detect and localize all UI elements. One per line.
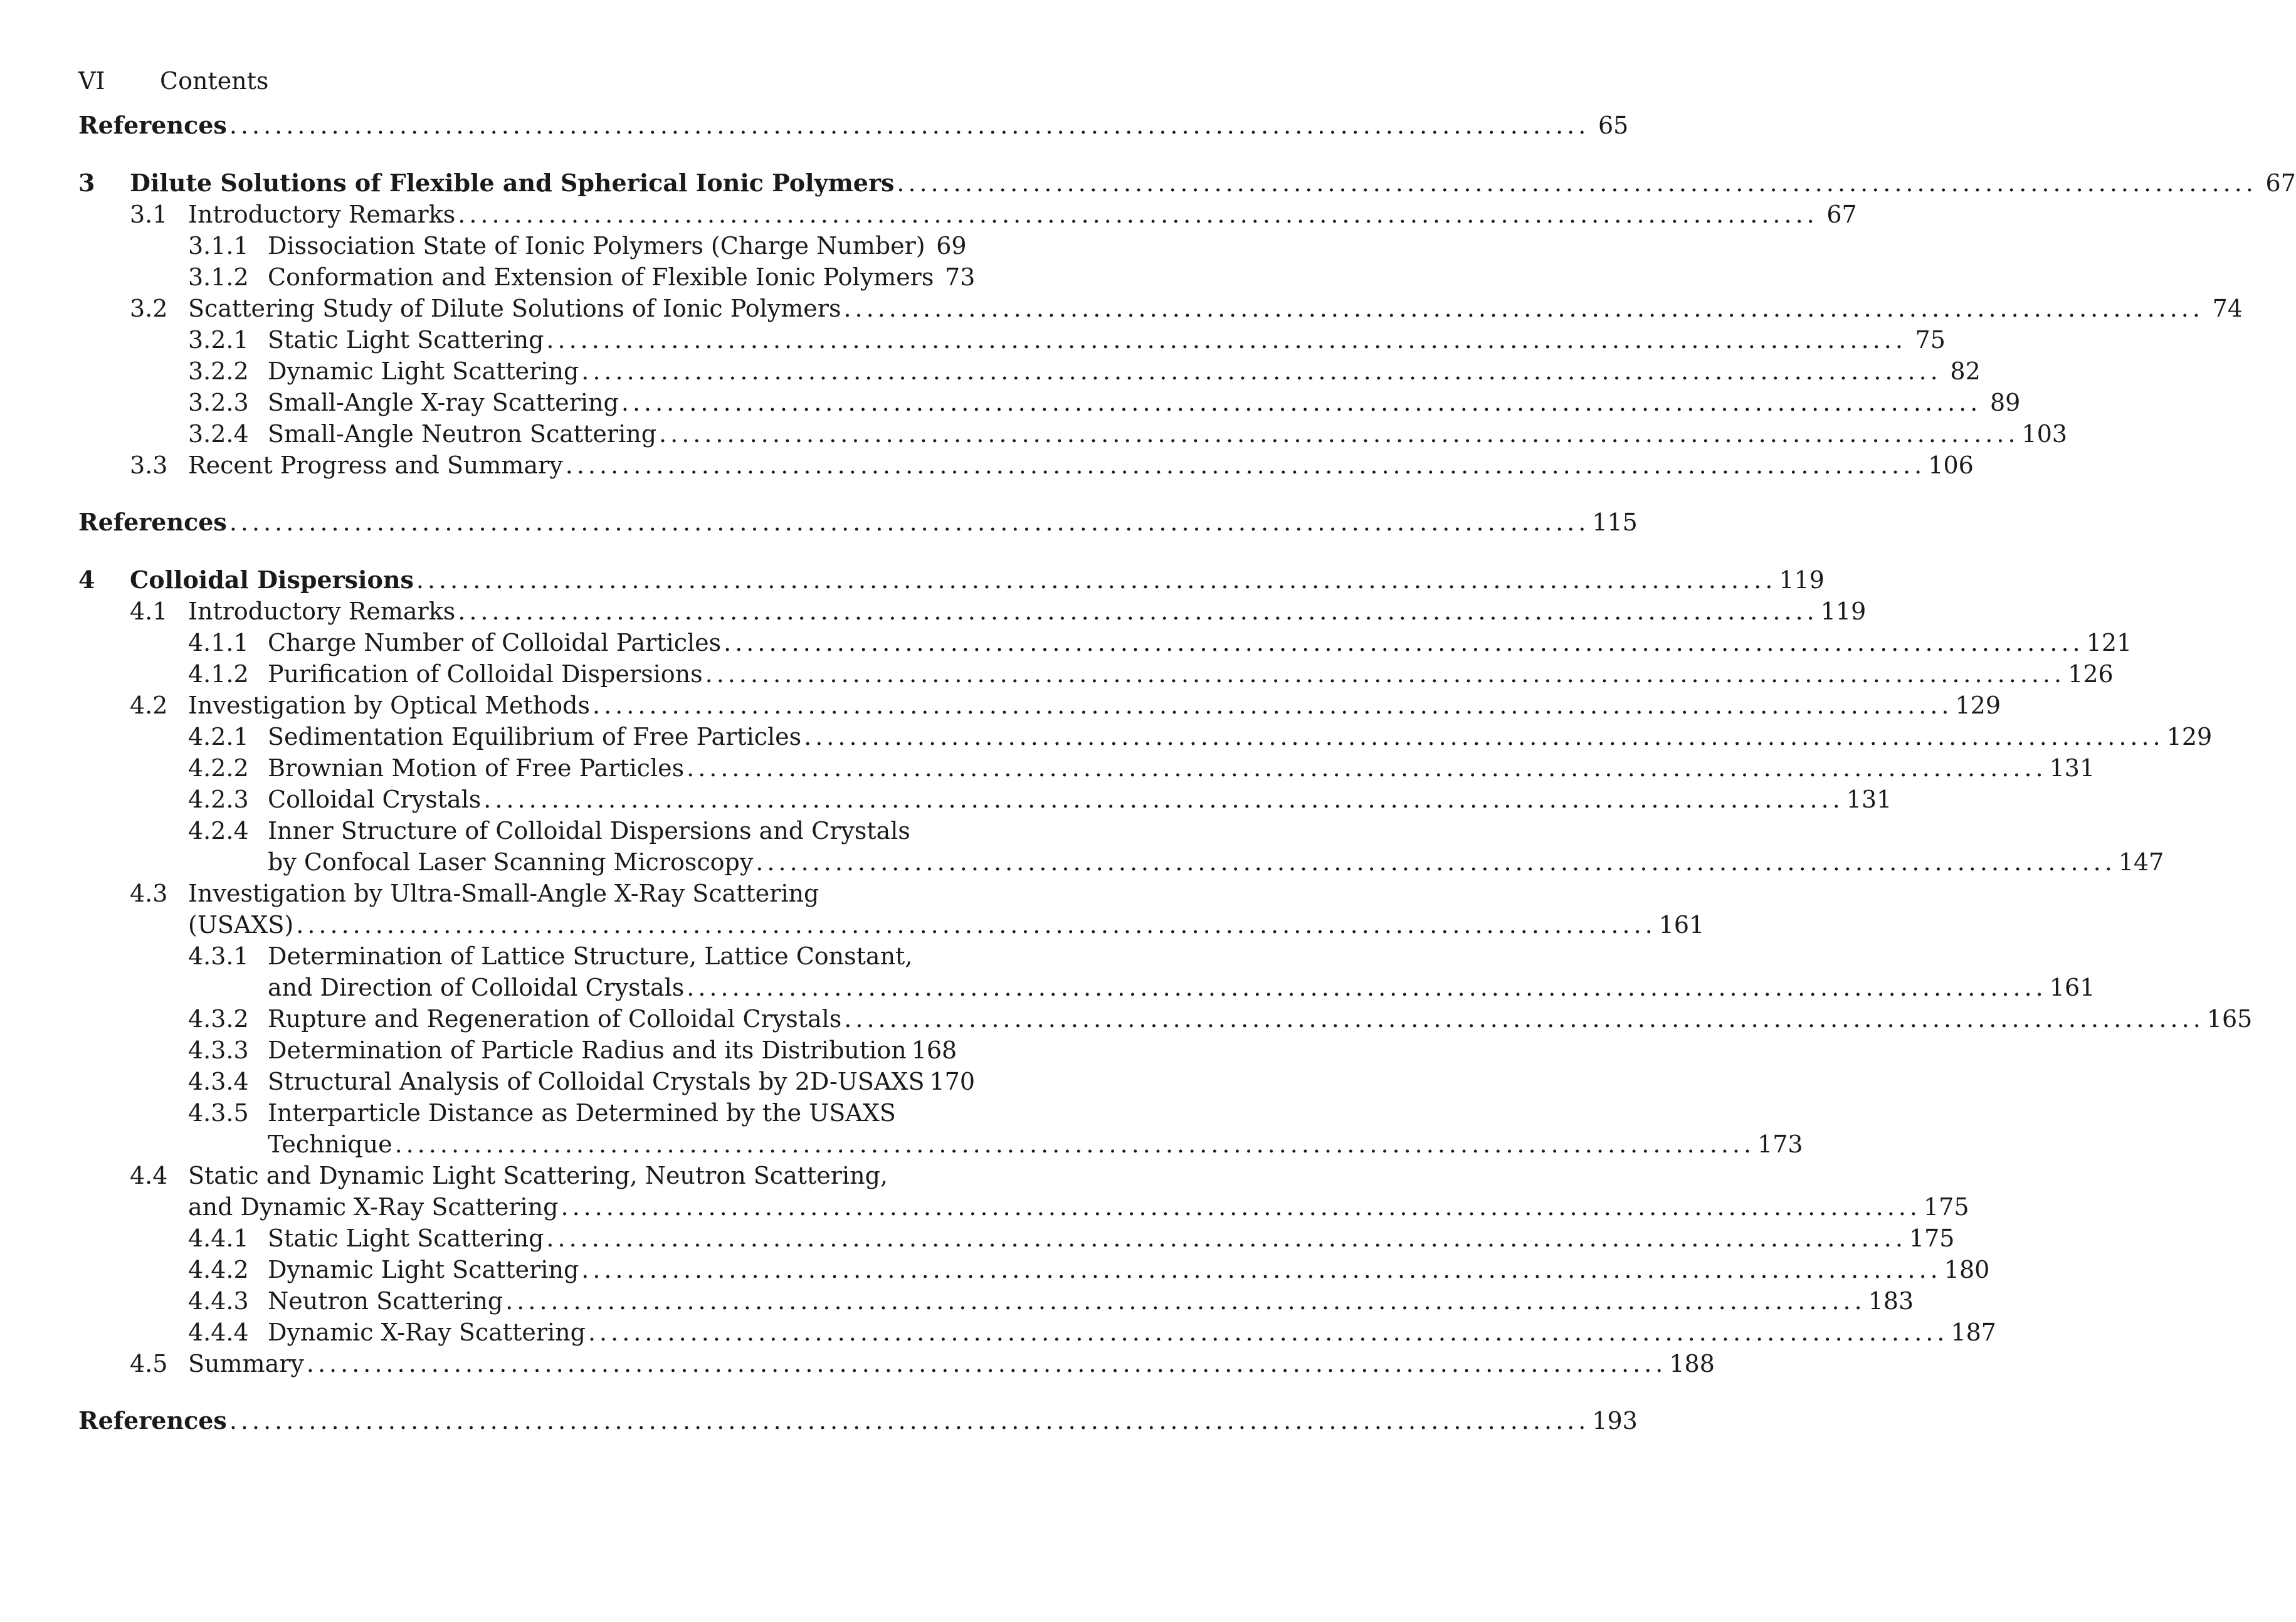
toc-entry-number: 4: [78, 566, 95, 594]
toc-entry[interactable]: [78, 972, 2095, 1003]
toc-entry-number: 4.3: [130, 880, 168, 907]
toc-entry-title: Dilute Solutions of Flexible and Spherical Ionic Polymers: [130, 169, 895, 197]
leader-dots: ........................................................................................................................: [306, 1350, 1667, 1377]
toc-entry[interactable]: [78, 355, 1981, 387]
toc-entry-number: 4.4.4: [188, 1319, 249, 1346]
toc-entry-title: Colloidal Dispersions: [130, 566, 414, 594]
toc-entry-page: 126: [2068, 660, 2114, 688]
toc-entry-title: Investigation by Ultra-Small-Angle X-Ray Scattering: [188, 880, 819, 907]
toc-entry-page: 115: [1592, 508, 1638, 536]
toc-entry[interactable]: [78, 1285, 1914, 1317]
toc-entry[interactable]: [78, 387, 2021, 418]
leader-dots: ........................................................................................................................: [844, 1005, 2204, 1033]
toc-entry-title: Scattering Study of Dilute Solutions of Ionic Polymers: [188, 295, 841, 322]
toc-entry[interactable]: [78, 846, 2164, 878]
leader-dots: ........................................................................................................................: [394, 1130, 1756, 1158]
toc-entry-number: 4.2.1: [188, 723, 249, 750]
toc-entry-number: 3.2.1: [188, 326, 249, 354]
leader-dots: ........................................................................................................................: [458, 598, 1818, 625]
toc-entry-number: 4.3.1: [188, 942, 249, 970]
leader-dots: ........................................................................................................................: [804, 723, 2164, 750]
toc-entry[interactable]: [78, 507, 1638, 538]
toc-entry-title: Dynamic X-Ray Scattering: [268, 1319, 586, 1346]
toc-entry-title: (USAXS): [188, 911, 294, 939]
toc-entry-page: 89: [1990, 389, 2021, 416]
leader-dots: ........................................................................................................................: [705, 660, 2066, 688]
leader-dots: ........................................................................................................................: [843, 295, 2204, 322]
toc-entry-title: Static Light Scattering: [268, 326, 544, 354]
toc-entry-title: Technique: [268, 1130, 392, 1158]
toc-entry[interactable]: [78, 1348, 1715, 1379]
toc-entry[interactable]: [78, 690, 2001, 721]
toc-entry-title: Static Light Scattering: [268, 1224, 544, 1252]
toc-entry-number: 3.1: [130, 201, 168, 228]
toc-entry[interactable]: [78, 1129, 1803, 1160]
toc-entry-title: and Direction of Colloidal Crystals: [268, 974, 685, 1001]
toc-entry-title: Interparticle Distance as Determined by the USAXS: [268, 1099, 896, 1127]
toc-entry[interactable]: [78, 261, 976, 293]
toc-entry-title: Structural Analysis of Colloidal Crystals by 2D-USAXS: [268, 1068, 925, 1095]
toc-entry-number: 4.4.3: [188, 1287, 249, 1315]
toc-entry-number: 4.3.3: [188, 1036, 249, 1064]
toc-entry[interactable]: [78, 721, 2213, 752]
toc-entry-number: 3.3: [130, 451, 168, 479]
page-number: VI: [78, 67, 105, 95]
toc-entry-number: 4.4.2: [188, 1256, 249, 1283]
toc-entry[interactable]: [78, 110, 1629, 141]
toc-entry[interactable]: [78, 1191, 1969, 1223]
toc-entry-page: 193: [1592, 1407, 1638, 1435]
toc-entry[interactable]: [78, 1254, 1990, 1285]
toc-entry-page: 67: [2265, 169, 2296, 197]
toc-entry-title: References: [78, 508, 227, 536]
toc-entry-title: Determination of Particle Radius and its Distribution: [268, 1036, 907, 1064]
leader-dots: ........................................................................................................................: [546, 1224, 1907, 1252]
toc-entry[interactable]: [78, 450, 1974, 481]
toc-entry-page: 188: [1669, 1350, 1715, 1377]
toc-entry[interactable]: [78, 909, 1705, 940]
toc-entry-page: 119: [1779, 566, 1825, 594]
toc-entry-title: Summary: [188, 1350, 304, 1377]
toc-entry[interactable]: [78, 1223, 1955, 1254]
toc-entry[interactable]: [78, 627, 2132, 658]
leader-dots: ........................................................................................................................: [505, 1287, 1866, 1315]
toc-entry[interactable]: [78, 658, 2114, 690]
toc-entry[interactable]: [78, 324, 1946, 355]
leader-dots: ........................................................................................................................: [561, 1193, 1921, 1221]
toc-entry[interactable]: [78, 564, 1825, 596]
toc-entry-title: Purification of Colloidal Dispersions: [268, 660, 703, 688]
leader-dots: ........................................................................................................................: [592, 692, 1953, 719]
toc-entry-number: 4.3.2: [188, 1005, 249, 1033]
toc-entry-page: 73: [945, 263, 976, 291]
toc-entry-page: 175: [1923, 1193, 1969, 1221]
toc-entry-page: 106: [1928, 451, 1974, 479]
toc-entry[interactable]: [78, 1035, 957, 1066]
toc-entry-number: 4.3.4: [188, 1068, 249, 1095]
toc-entry-number: 4.1.2: [188, 660, 249, 688]
toc-entry-number: 4.2.4: [188, 817, 249, 845]
toc-entry[interactable]: [78, 1405, 1638, 1436]
toc-entry-number: 3.2.2: [188, 357, 249, 385]
leader-dots: ........................................................................................................................: [229, 1407, 1590, 1435]
toc-entry-page: 119: [1820, 598, 1867, 625]
leader-dots: ........................................................................................................................: [296, 911, 1656, 939]
leader-dots: ........................................................................................................................: [416, 566, 1777, 594]
toc-entry-page: 67: [1826, 201, 1857, 228]
toc-entry-title: Determination of Lattice Structure, Lattice Constant,: [268, 942, 913, 970]
leader-dots: ........................................................................................................................: [229, 508, 1590, 536]
leader-dots: ........................................................................................................................: [458, 201, 1818, 228]
toc-entry[interactable]: [78, 940, 950, 972]
toc-entry-title: Dynamic Light Scattering: [268, 1256, 579, 1283]
toc-entry-title: Static and Dynamic Light Scattering, Neutron Scattering,: [188, 1162, 888, 1189]
toc-entry-page: 74: [2212, 295, 2243, 322]
leader-dots: ........................................................................................................................: [581, 357, 1942, 385]
leader-dots: ........................................................................................................................: [897, 169, 2257, 197]
leader-dots: ........................................................................................................................: [687, 974, 2047, 1001]
toc-entry-title: by Confocal Laser Scanning Microscopy: [268, 848, 754, 876]
running-head: [78, 69, 268, 93]
toc-entry-page: 147: [2118, 848, 2164, 876]
toc-entry-title: Conformation and Extension of Flexible Ionic Polymers: [268, 263, 934, 291]
toc-entry-title: Dynamic Light Scattering: [268, 357, 579, 385]
leader-dots: ........................................................................................................................: [229, 112, 1590, 139]
leader-dots: ........................................................................................................................: [587, 1319, 1949, 1346]
toc-entry[interactable]: [78, 167, 2296, 199]
toc-entry-title: Recent Progress and Summary: [188, 451, 563, 479]
toc-entry[interactable]: [78, 784, 1892, 815]
toc-entry-page: 131: [2049, 754, 2095, 782]
leader-dots: ........................................................................................................................: [565, 451, 1926, 479]
leader-dots: ........................................................................................................................: [581, 1256, 1942, 1283]
toc-entry-number: 4.4.1: [188, 1224, 249, 1252]
toc-entry-number: 3.1.1: [188, 232, 249, 260]
toc-entry-page: 180: [1944, 1256, 1990, 1283]
leader-dots: ........................................................................................................................: [659, 420, 2020, 448]
toc-entry-page: 75: [1915, 326, 1946, 354]
toc-entry-page: 82: [1950, 357, 1981, 385]
toc-entry[interactable]: [78, 1003, 2253, 1035]
toc-entry-number: 4.3.5: [188, 1099, 249, 1127]
toc-entry-page: 103: [2021, 420, 2068, 448]
toc-entry-title: Small-Angle X-ray Scattering: [268, 389, 619, 416]
toc-entry-number: 3.2: [130, 295, 168, 322]
toc-entry-number: 3.2.4: [188, 420, 249, 448]
toc-entry-page: 69: [936, 232, 967, 260]
toc-entry-number: 4.2.2: [188, 754, 249, 782]
toc-entry-page: 129: [1955, 692, 2001, 719]
leader-dots: ........................................................................................................................: [621, 389, 1982, 416]
toc-entry[interactable]: [78, 199, 1857, 230]
toc-entry-number: 3.2.3: [188, 389, 249, 416]
toc-entry-page: 129: [2166, 723, 2213, 750]
toc-entry-page: 121: [2086, 629, 2132, 656]
toc-entry-title: References: [78, 1406, 227, 1435]
toc-entry-title: Inner Structure of Colloidal Dispersions and Crystals: [268, 817, 910, 845]
toc-entry-page: 168: [911, 1036, 957, 1064]
toc-entry[interactable]: [78, 293, 2243, 324]
toc-entry[interactable]: [78, 752, 2095, 784]
toc-entry-page: 175: [1909, 1224, 1955, 1252]
toc-entry-number: 4.2: [130, 692, 168, 719]
toc-entry[interactable]: [78, 418, 2068, 450]
running-title: Contents: [160, 67, 269, 95]
toc-entry-page: 131: [1846, 786, 1892, 813]
toc-entry-page: 161: [1658, 911, 1705, 939]
toc-entry-title: Dissociation State of Ionic Polymers (Charge Number): [268, 232, 925, 260]
toc-entry-number: 3.1.2: [188, 263, 249, 291]
leader-dots: ........................................................................................................................: [687, 754, 2047, 782]
toc-entry-page: 183: [1868, 1287, 1914, 1315]
toc-entry-page: 65: [1598, 112, 1629, 139]
toc-entry-page: 170: [929, 1068, 976, 1095]
toc-entry-title: Brownian Motion of Free Particles: [268, 754, 685, 782]
leader-dots: ........................................................................................................................: [724, 629, 2084, 656]
leader-dots: ........................................................................................................................: [483, 786, 1844, 813]
toc-entry-page: 165: [2206, 1005, 2253, 1033]
toc-entry-title: Investigation by Optical Methods: [188, 692, 590, 719]
toc-entry[interactable]: [78, 1160, 950, 1191]
toc-entry-title: Rupture and Regeneration of Colloidal Crystals: [268, 1005, 842, 1033]
toc-entry-title: Introductory Remarks: [188, 201, 456, 228]
toc-entry[interactable]: [78, 1317, 1996, 1348]
leader-dots: ........................................................................................................................: [546, 326, 1907, 354]
toc-entry-title: References: [78, 111, 227, 139]
toc-entry-title: Neutron Scattering: [268, 1287, 503, 1315]
toc-entry[interactable]: [78, 815, 950, 846]
toc-entry[interactable]: [78, 1097, 950, 1129]
toc-entry-title: Introductory Remarks: [188, 598, 456, 625]
toc-entry[interactable]: [78, 878, 950, 909]
toc-entry-title: Sedimentation Equilibrium of Free Particles: [268, 723, 802, 750]
toc-entry-page: 187: [1951, 1319, 1996, 1346]
toc-entry[interactable]: [78, 596, 1867, 627]
toc-entry[interactable]: [78, 1066, 976, 1097]
toc-entry-number: 4.1.1: [188, 629, 249, 656]
toc-entry-page: 173: [1757, 1130, 1803, 1158]
toc-entry-title: and Dynamic X-Ray Scattering: [188, 1193, 559, 1221]
toc-entry-title: Small-Angle Neutron Scattering: [268, 420, 657, 448]
toc-entry-number: 4.1: [130, 598, 168, 625]
toc-entry-number: 4.5: [130, 1350, 168, 1377]
toc-entry-page: 161: [2049, 974, 2095, 1001]
toc-entry-number: 4.2.3: [188, 786, 249, 813]
toc-entry-number: 4.4: [130, 1162, 168, 1189]
leader-dots: ........................................................................................................................: [756, 848, 2116, 876]
toc-entry-number: 3: [78, 169, 95, 197]
toc-entry-title: Colloidal Crystals: [268, 786, 482, 813]
toc-entry[interactable]: [78, 230, 967, 261]
toc-entry-title: Charge Number of Colloidal Particles: [268, 629, 722, 656]
